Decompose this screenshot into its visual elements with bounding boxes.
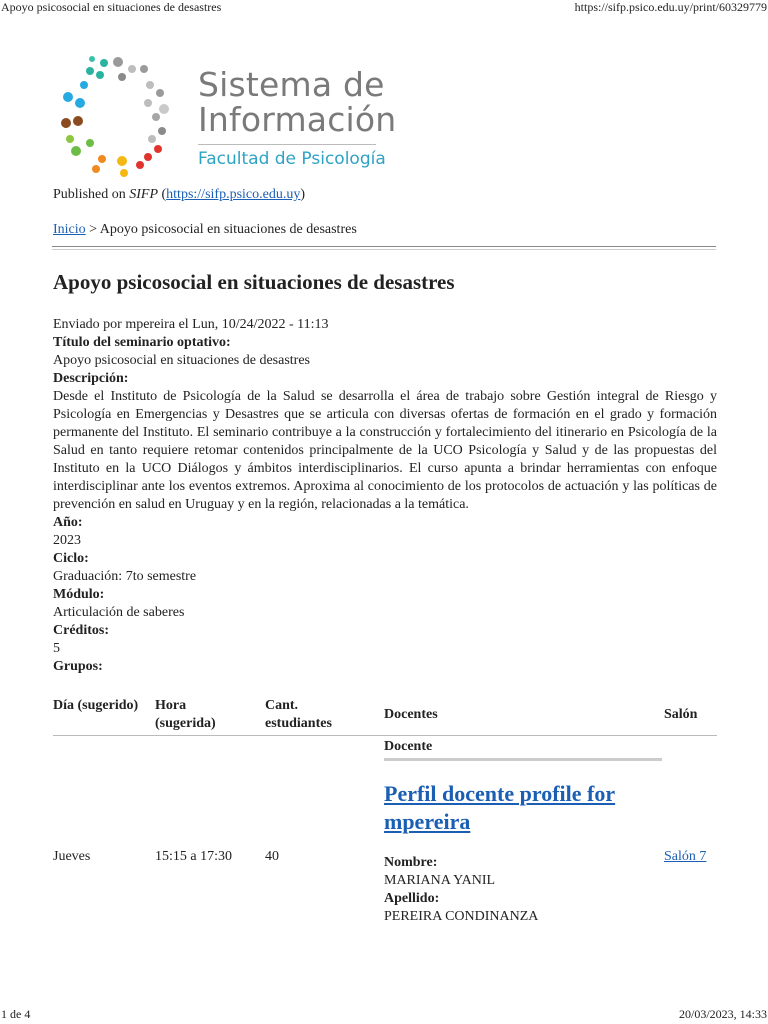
table-header-divider [53, 735, 717, 736]
apellido-label: Apellido: [384, 891, 440, 906]
published-close-paren: ) [300, 187, 306, 202]
published-site: SIFP [129, 187, 158, 202]
col-header-dia: Día (sugerido) [53, 698, 139, 713]
submitted-info: Enviado por mpereira el Lun, 10/24/2022 - 11:13 [53, 317, 329, 332]
modulo-value: Articulación de saberes [53, 605, 185, 620]
cell-hora: 15:15 a 17:30 [155, 849, 232, 864]
titulo-value: Apoyo psicosocial en situaciones de desastres [53, 353, 310, 368]
anio-label: Año: [53, 515, 83, 530]
descripcion-value: Desde el Instituto de Psicología de la Salud se desarrolla el área de trabajo sobre Gestión integral de Riesgo y Psicología en Emergencias y Desastres que se articula con diversas ofertas de formación en el grado y formación permanente del Instituto. El seminario contribuye a la construcción y fortalecimiento del itinerario en Psicología de la Salud en tanto requiere retomar contenidos principalmente de la UCO Psicología y Salud y de las propuestas del Instituto en la UCO Diálogos y ámbitos interdisciplinarios. El curso apunta a brindar herramientas con enfoque interdisciplinar ante los eventos extremos. Aproxima al conocimiento de los protocolos de actuación y las políticas de prevención en salud en Uruguay y en la región, relacionadas a la temática. [53, 389, 717, 512]
print-footer-datetime: 20/03/2023, 14:33 [678, 1007, 767, 1021]
node-content [53, 316, 717, 676]
breadcrumb-current: Apoyo psicosocial en situaciones de desastres [99, 222, 357, 237]
modulo-label: Módulo: [53, 587, 105, 602]
logo-divider [198, 144, 376, 145]
breadcrumb-home-link[interactable]: Inicio [53, 222, 86, 237]
breadcrumb [53, 222, 357, 238]
logo-text-sistema: Sistema de [198, 65, 385, 104]
header-divider-shadow [52, 249, 716, 250]
published-on [53, 187, 305, 203]
creditos-value: 5 [53, 641, 60, 656]
col-header-hora: Hora (sugerida) [155, 698, 216, 731]
published-prefix: Published on [53, 187, 130, 202]
nombre-label: Nombre: [384, 855, 438, 870]
print-footer-page: 1 de 4 [1, 1007, 31, 1021]
nombre-value: MARIANA YANIL [384, 873, 496, 888]
sub-header-docente: Docente [384, 739, 433, 754]
sub-header-divider [384, 758, 662, 761]
ciclo-label: Ciclo: [53, 551, 89, 566]
ciclo-value: Graduación: 7to semestre [53, 569, 197, 584]
grupos-label: Grupos: [53, 659, 103, 674]
cell-dia: Jueves [53, 849, 91, 864]
cell-cant: 40 [265, 849, 279, 864]
published-open-paren: ( [158, 187, 167, 202]
print-header [0, 0, 768, 16]
titulo-label: Título del seminario optativo: [53, 335, 231, 350]
print-header-title: Apoyo psicosocial en situaciones de desastres [1, 0, 222, 14]
descripcion-label: Descripción: [53, 371, 129, 386]
print-header-url: https://sifp.psico.edu.uy/print/60329779 [574, 0, 767, 14]
col-header-docentes: Docentes [384, 707, 438, 722]
breadcrumb-separator: > [85, 222, 100, 237]
print-footer [0, 1007, 768, 1022]
page-title: Apoyo psicosocial en situaciones de desastres [53, 270, 455, 294]
anio-value: 2023 [53, 533, 81, 548]
published-url-link[interactable]: https://sifp.psico.edu.uy [166, 187, 301, 202]
logo-text-informacion: Información [198, 100, 397, 139]
col-header-cant: Cant. estudiantes [265, 698, 332, 731]
header-divider [52, 246, 716, 247]
creditos-label: Créditos: [53, 623, 109, 638]
perfil-docente-link[interactable]: Perfil docente profile for mpereira [384, 781, 616, 834]
col-header-salon: Salón [664, 707, 698, 722]
cell-salon-link[interactable]: Salón 7 [664, 849, 707, 864]
logo-dots-icon [52, 55, 192, 185]
sifp-logo[interactable] [52, 55, 397, 185]
apellido-value: PEREIRA CONDINANZA [384, 909, 539, 924]
logo-text-facultad: Facultad de Psicología [198, 149, 386, 169]
